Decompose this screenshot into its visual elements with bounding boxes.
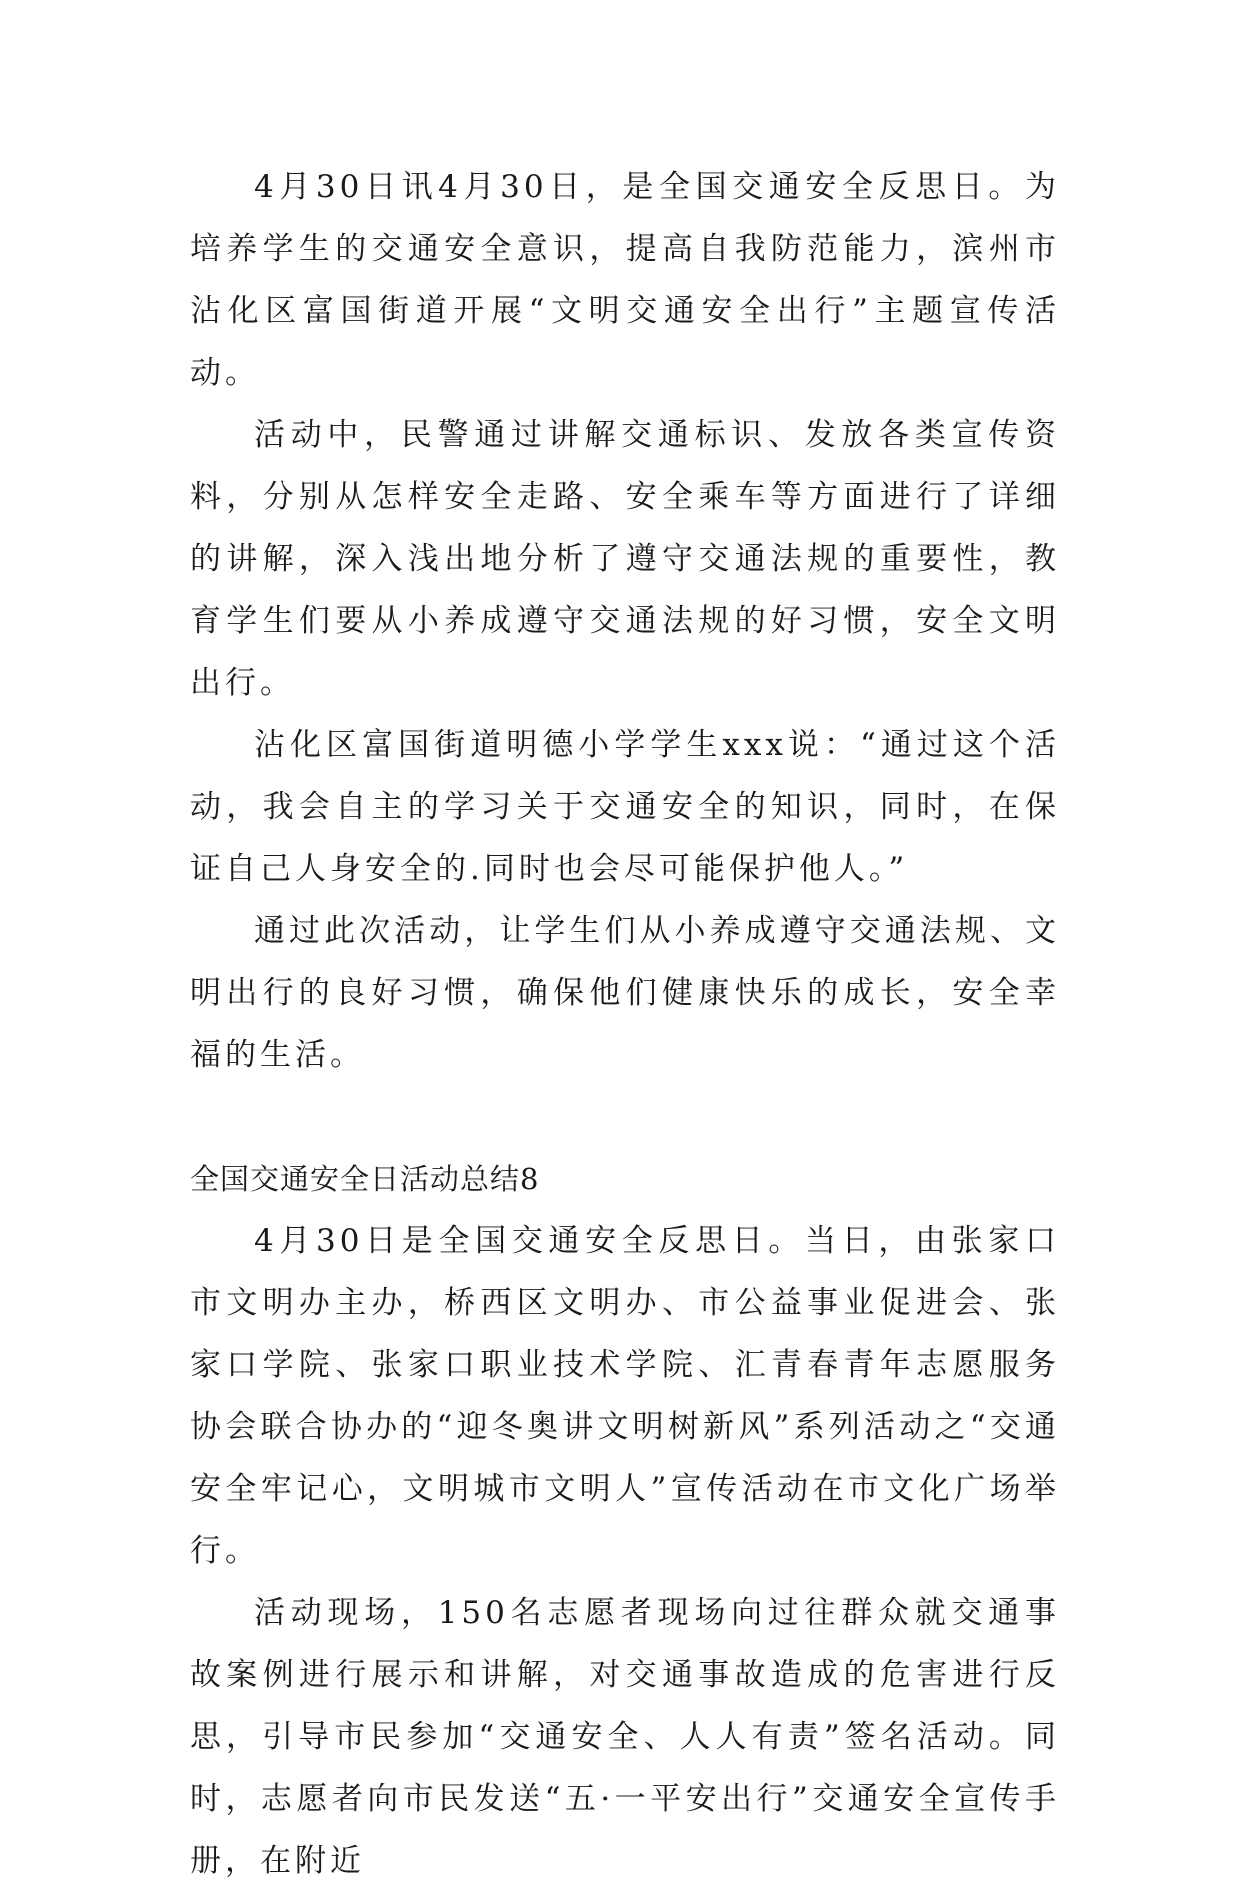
paragraph: 沾化区富国街道明德小学学生xxx说：“通过这个活动，我会自主的学习关于交通安全的知识，同时，在保证自己人身安全的.同时也会尽可能保护他人。” bbox=[190, 727, 1060, 887]
paragraph: 4月30日讯4月30日，是全国交通安全反思日。为培养学生的交通安全意识，提高自我防范能力，滨州市沾化区富国街道开展“文明交通安全出行”主题宣传活动。 bbox=[190, 169, 1060, 391]
paragraph: 4月30日是全国交通安全反思日。当日，由张家口市文明办主办，桥西区文明办、市公益事业促进会、张家口学院、张家口职业技术学院、汇青春青年志愿服务协会联合协办的“迎冬奥讲文明树新风”系列活动之“交通安全牢记心，文明城市文明人”宣传活动在市文化广场举行。 bbox=[190, 1223, 1060, 1569]
document-body bbox=[190, 156, 1060, 1892]
paragraph: 通过此次活动，让学生们从小养成遵守交通法规、文明出行的良好习惯，确保他们健康快乐的成长，安全幸福的生活。 bbox=[190, 913, 1060, 1073]
paragraph: 活动中，民警通过讲解交通标识、发放各类宣传资料，分别从怎样安全走路、安全乘车等方面进行了详细的讲解，深入浅出地分析了遵守交通法规的重要性，教育学生们要从小养成遵守交通法规的好习惯，安全文明出行。 bbox=[190, 417, 1060, 701]
section-heading: 全国交通安全日活动总结8 bbox=[190, 1162, 540, 1196]
paragraph: 活动现场，150名志愿者现场向过往群众就交通事故案例进行展示和讲解，对交通事故造成的危害进行反思，引导市民参加“交通安全、人人有责”签名活动。同时，志愿者向市民发送“五·一平安出行”交通安全宣传手册，在附近 bbox=[190, 1595, 1060, 1879]
